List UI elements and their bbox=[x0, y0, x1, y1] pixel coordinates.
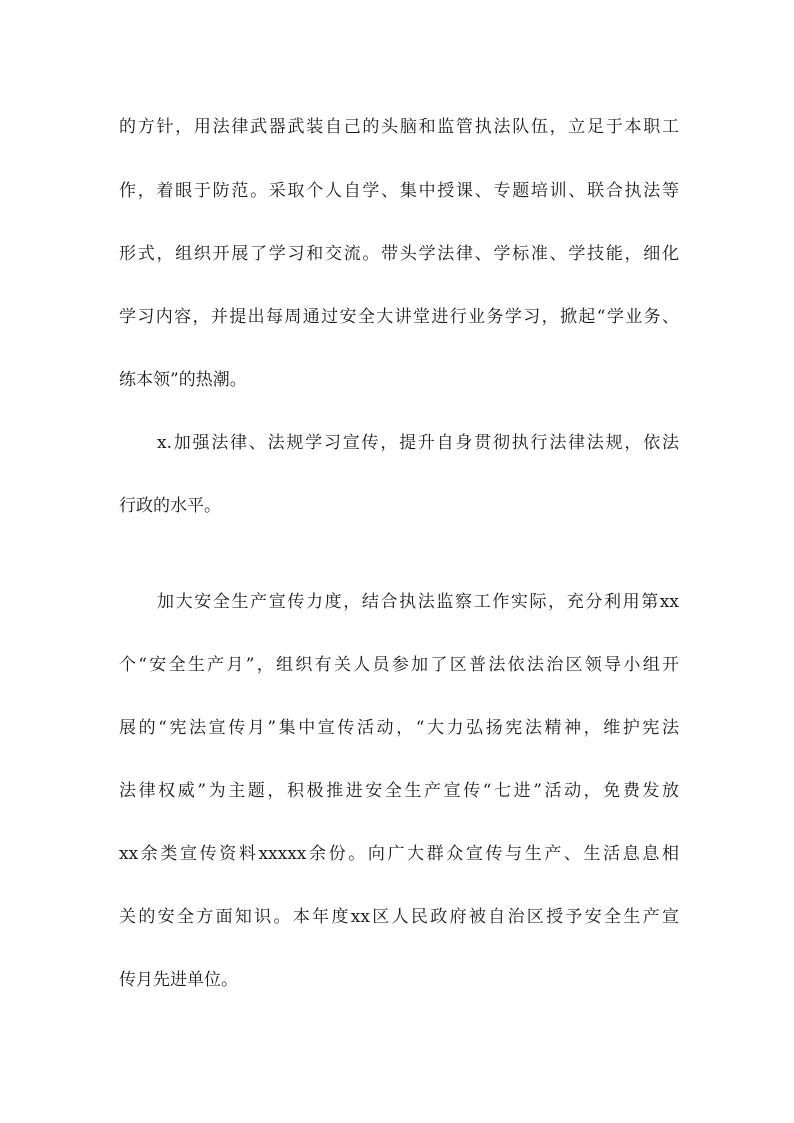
paragraph-3-line-7: 传月先进单位。 bbox=[119, 970, 238, 990]
paragraph-3-line-4: 法律权威”为主题，积极推进安全生产宣传“七进”活动，免费发放 bbox=[119, 781, 679, 801]
paragraph-3-line-6: 关的安全方面知识。本年度xx区人民政府被自治区授予安全生产宣 bbox=[119, 907, 679, 927]
paragraph-1-line-3: 形式，组织开展了学习和交流。带头学法律、学标准、学技能，细化 bbox=[119, 244, 679, 264]
paragraph-2-line-1: x.加强法律、法规学习宣传，提升自身贯彻执行法律法规，依法 bbox=[157, 433, 679, 453]
paragraph-1-line-4: 学习内容，并提出每周通过安全大讲堂进行业务学习，掀起“学业务、 bbox=[119, 307, 679, 327]
paragraph-1-line-1: 的方针，用法律武器武装自己的头脑和监管执法队伍，立足于本职工 bbox=[119, 117, 679, 137]
paragraph-2-line-2: 行政的水平。 bbox=[119, 496, 221, 516]
paragraph-3-line-1: 加大安全生产宣传力度，结合执法监察工作实际，充分利用第xx bbox=[157, 592, 679, 612]
paragraph-3-line-2: 个“安全生产月”，组织有关人员参加了区普法依法治区领导小组开 bbox=[119, 655, 679, 675]
paragraph-3-line-3: 展的“宪法宣传月”集中宣传活动，“大力弘扬宪法精神，维护宪法 bbox=[119, 718, 679, 738]
paragraph-3-line-5: xx余类宣传资料xxxxx余份。向广大群众宣传与生产、生活息息相 bbox=[119, 844, 679, 864]
paragraph-1-line-2: 作，着眼于防范。采取个人自学、集中授课、专题培训、联合执法等 bbox=[119, 181, 679, 201]
paragraph-1-line-5: 练本领”的热潮。 bbox=[119, 370, 247, 390]
